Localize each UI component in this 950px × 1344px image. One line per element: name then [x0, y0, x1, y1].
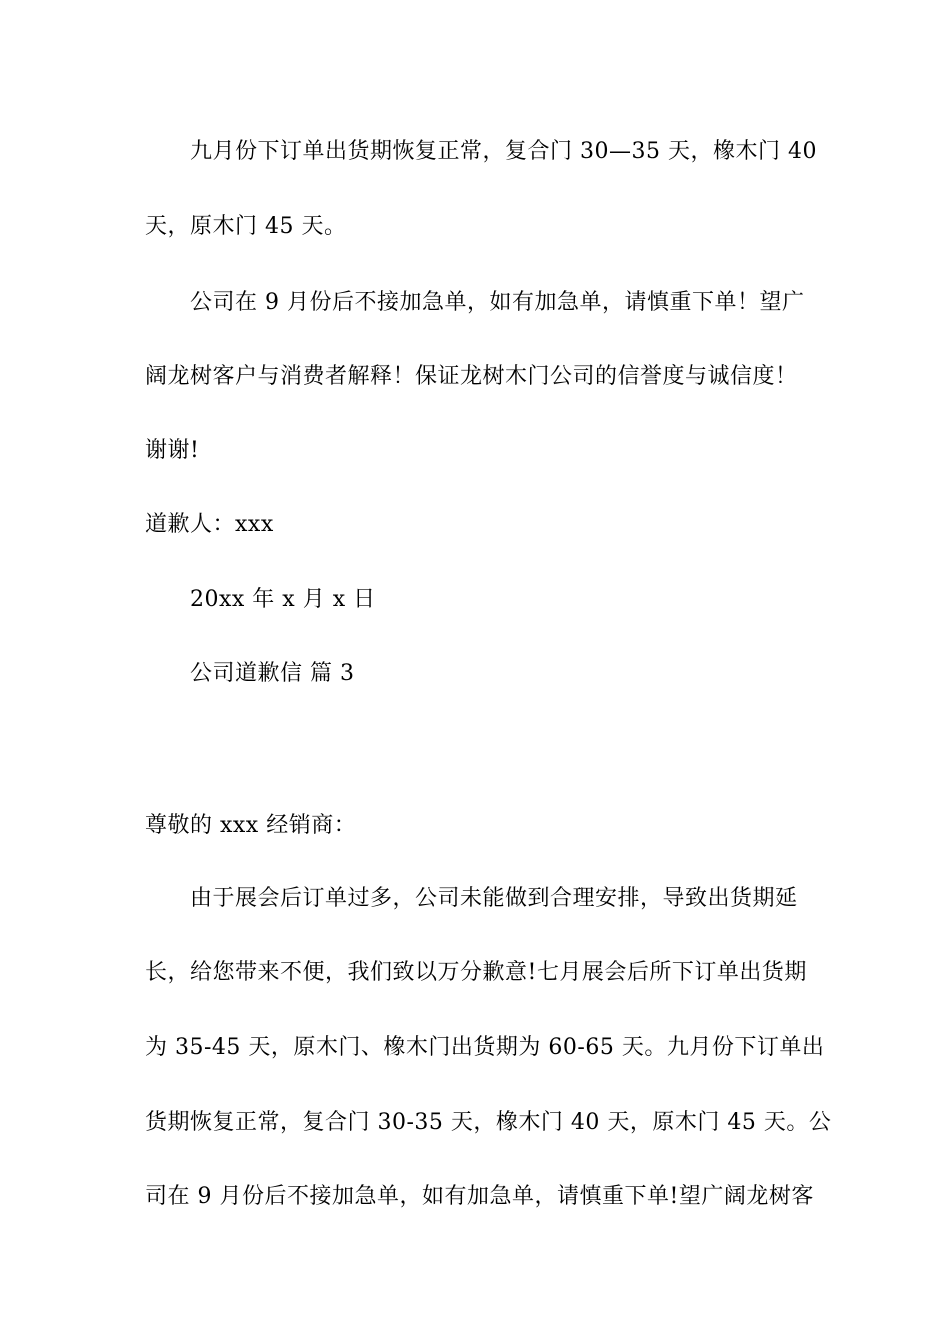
paragraph-line: 谢谢!: [145, 438, 200, 463]
date-line: 20xx 年 x 月 x 日: [190, 587, 376, 612]
salutation-line: 尊敬的 xxx 经销商：: [145, 813, 357, 838]
paragraph-line: 公司在 9 月份后不接加急单，如有加急单，请慎重下单！望广: [190, 290, 805, 315]
paragraph-line: 货期恢复正常，复合门 30-35 天，橡木门 40 天，原木门 45 天。公: [145, 1110, 832, 1135]
paragraph-line: 阔龙树客户与消费者解释！保证龙树木门公司的信誉度与诚信度！: [145, 364, 798, 389]
paragraph-line: 天，原木门 45 天。: [145, 214, 347, 239]
signature-line: 道歉人：xxx: [145, 512, 274, 537]
section-title: 公司道歉信 篇 3: [190, 661, 355, 686]
paragraph-line: 由于展会后订单过多，公司未能做到合理安排，导致出货期延: [190, 886, 798, 911]
paragraph-line: 九月份下订单出货期恢复正常，复合门 30—35 天，橡木门 40: [190, 139, 817, 164]
paragraph-line: 为 35-45 天，原木门、橡木门出货期为 60-65 天。九月份下订单出: [145, 1035, 825, 1060]
paragraph-line: 长，给您带来不便，我们致以万分歉意!七月展会后所下订单出货期: [145, 960, 807, 985]
paragraph-line: 司在 9 月份后不接加急单，如有加急单，请慎重下单!望广阔龙树客: [145, 1184, 814, 1209]
